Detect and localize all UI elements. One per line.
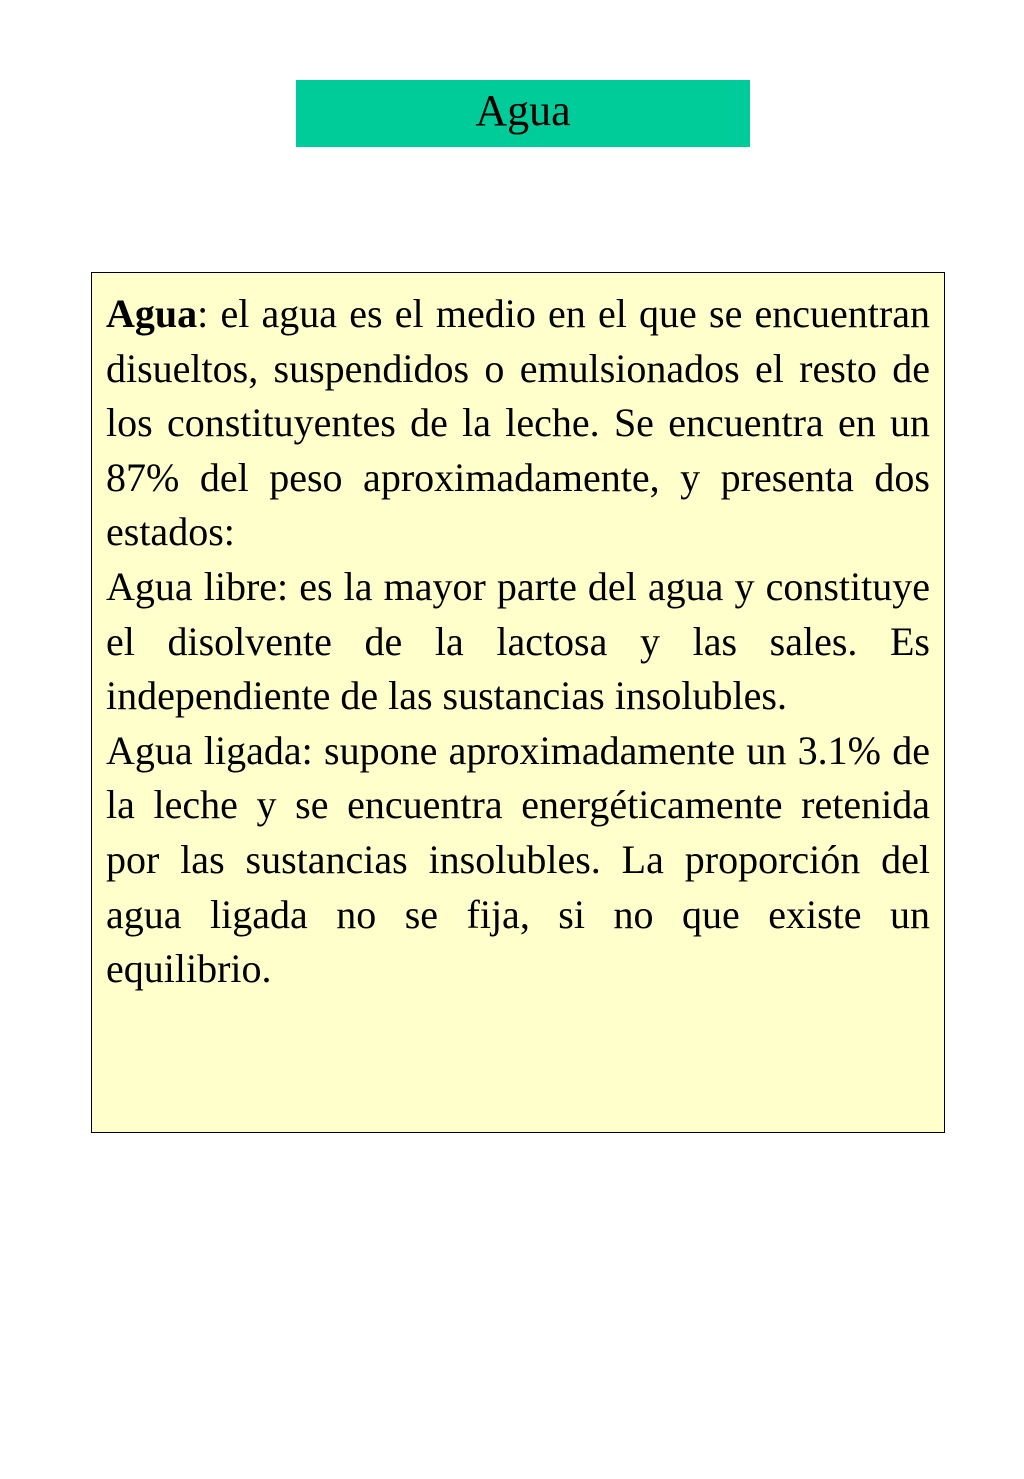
bound-water-paragraph: Agua ligada: supone aproximadamente un 3.1% de la leche y se encuentra energéticamente retenida por las sustancias insolubles. La proporción del agua ligada no se fija, si no que existe un equilibrio. bbox=[106, 727, 930, 992]
intro-paragraph bbox=[106, 287, 930, 560]
content-box bbox=[91, 272, 945, 1133]
page-title: Agua bbox=[475, 85, 571, 135]
intro-text: : el agua es el medio en el que se encuentran disueltos, suspendidos o emulsionados el resto de los constituyentes de la leche. Se encuentra en un 87% del peso aproximadamente, y presenta dos estados: bbox=[106, 291, 930, 555]
term-agua: Agua bbox=[106, 291, 198, 336]
title-banner bbox=[296, 80, 750, 147]
free-water-paragraph: Agua libre: es la mayor parte del agua y constituye el disolvente de la lactosa y las sales. Es independiente de las sustancias insolubles. bbox=[106, 563, 930, 719]
